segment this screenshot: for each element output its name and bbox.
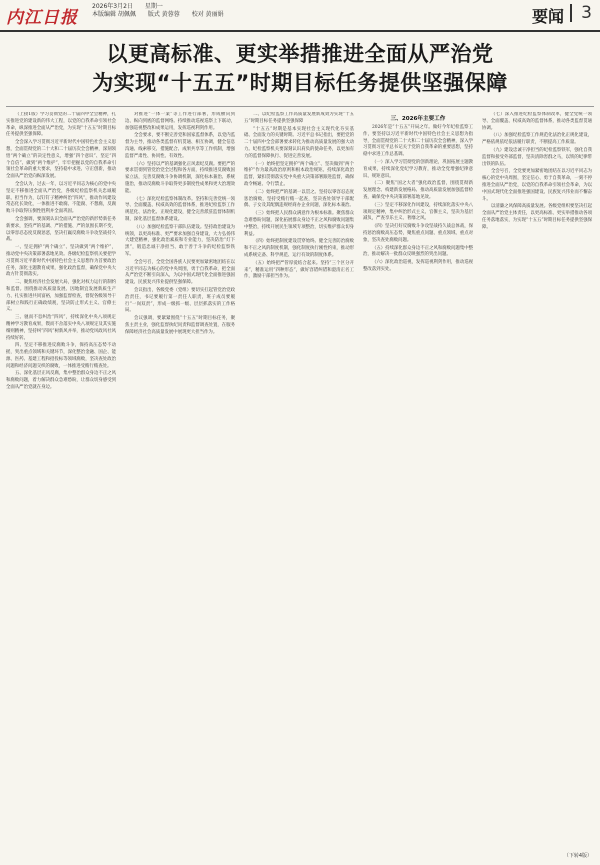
headline-line-1: 以更高标准、更实举措推进全面从严治党: [106, 42, 494, 66]
article-paragraph: 全会深入学习贯彻习近平新时代中国特色社会主义思想，全面贯彻党的二十大和二十届历次全会精神，深刻领悟“两个确立”的决定性意义，增强“四个意识”、坚定“四个自信”、做到“两个维护”，牢牢把握以党的自我革命引领社会革命的重大要求，坚持稳中求进、守正创新，推动全面从严治党向纵深发展。: [6, 140, 116, 180]
article-paragraph: （七）深化纪检监察体制改革。坚持和完善党统一领导、全面覆盖、权威高效的监督体系，推进纪检监察工作规范化、法治化、正规化建设，健全完善派驻监督体制机制，深化基层监督体系建设。: [125, 196, 235, 222]
article-paragraph: 三、驰而不息纠治“四风”，持续深化中央八项规定精神学习教育成果，锲而不舍落实中央八项规定及其实施细则精神，坚持纠“四风”树新风并举，推动党风政风社风持续好转。: [6, 315, 116, 341]
issue-weekday: 星期一: [144, 3, 163, 10]
section-name: 要闻: [531, 7, 564, 26]
article-paragraph: （六）深化政治巡视，发挥巡视利剑作用，推动巡视整改落到实处。: [363, 260, 473, 272]
article-column-3: [244, 112, 354, 858]
article-paragraph: （八）加强纪检监察干部队伍建设。坚持政治建设为统领，以更高标准、更严要求加强自身建设，大力弘扬伟大建党精神，强化政治素质和专业能力，坚决防治“灯下黑”，锻造忠诚干净担当、敢于善于斗争的纪检监察铁军。: [125, 224, 235, 257]
article-paragraph: 五、深化基层正风反腐，集中整治群众身边不正之风和腐败问题，着力解决群众急难愁盼，让群众切身感受到全面从严治党就在身边。: [6, 371, 116, 391]
article-column-1: [6, 112, 116, 858]
editor-credit: 本版编辑 胡佩佩: [92, 11, 136, 18]
article-paragraph: （七）深入推进纪检监察体制改革，健全党统一领导、全面覆盖、权威高效的监督体系，推动各类监督贯通协调。: [482, 112, 592, 131]
article-paragraph: “十五五”时期是基本实现社会主义现代化夯实基础、全面发力的关键时期。习近平总书记指出，要把党的二十届四中全会部署要求转化为推动高质量发展的强大动力。纪检监察机关要深刻认识肩负的使命任务，以更加有力的监督保障执行、促进完善发展。: [244, 126, 354, 159]
article-paragraph: 全会要求，要不断完善党和国家监督体系，以党内监督为主导，推动各类监督有机贯通、相互协调，健全信息沟通、线索移交、措施配合、成果共享等工作机制，增强监督严肃性、协同性、有效性。: [125, 133, 235, 159]
proofread-credit: 校对 黄丽娟: [191, 11, 224, 18]
article-paragraph: （一）始终把坚定拥护“两个确立”、坚决做到“两个维护”作为最高政治原则和根本政治规矩。持续深化政治监督，紧扣贯彻落实党中央重大决策部署跟进监督，确保政令畅通、令行禁止。: [244, 161, 354, 187]
headline: [0, 40, 600, 98]
article-paragraph: （三）始终把人民群众满意作为根本标准。聚焦群众急难愁盼问题，深化拓展群众身边不正之风和腐败问题集中整治，持续开展民生领域专项整治，切实维护群众切身利益。: [244, 211, 354, 237]
article-paragraph: 对推进“一体一案”等工作进行部署，形成横向到边、纵向到底的监督网络。持续推动巡视巡察上下联动，加强巡视整改和成果运用，发挥巡视利剑作用。: [125, 112, 235, 131]
article-paragraph: 全会强调，要深刻认识全面从严治党的新形势新任务新要求，坚持严的基调、严的措施、严的氛围长期不变，以零容忍态度反腐惩恶，坚决打赢反腐败斗争攻坚战持久战。: [6, 216, 116, 243]
article-paragraph: 一、坚定拥护“两个确立”、坚决做到“两个维护”，推动党中央决策部署落地见效。各级纪检监察机关要把学习贯彻习近平新时代中国特色社会主义思想作为首要政治任务，深化主题教育成果，强化政治监督，确保党中央大政方针贯彻落实。: [6, 245, 116, 278]
headline-rule: [6, 106, 594, 107]
article-paragraph: （二）始终把严的基调一以贯之。坚持以零容忍态度惩治腐败，坚持受贿行贿一起查，坚决查处领导干部配偶、子女及其配偶违规经商办企业问题，深化标本兼治。: [244, 189, 354, 209]
article-paragraph: 二、以纪检监察工作高质量发展新成效为实现“十五五”时期目标任务提供坚强保障: [244, 112, 354, 124]
article-column-5: [482, 112, 592, 858]
article-paragraph: （一）深入学习贯彻党的创新理论，巩固拓展主题教育成果，持续深化党纪学习教育，推动全党增强纪律意识、规矩意识。: [363, 159, 473, 179]
article-paragraph: （上接1版）学习贯彻党的二十届四中全会精神，扎实推进党的建设新的伟大工程，以党的自我革命引领社会革命，纵深推进全面从严治党，为实现“十五五”时期目标任务提供坚强保障。: [6, 112, 116, 138]
issue-date-row: [92, 3, 234, 11]
article-paragraph: 四、坚定不移推进反腐败斗争，保持高压态势不动摇，突出重点领域和关键环节，深化整治金融、国企、能源、医药、基建工程和招投标等领域腐败，坚决查处政治问题和经济问题交织的腐败，一体推进受贿行贿查处。: [6, 343, 116, 369]
article-paragraph: （四）坚决打好反腐败斗争攻坚战持久战总体战，保持惩治腐败高压态势，聚焦重点问题、重点领域、重点对象，坚决查处腐败问题。: [363, 224, 473, 243]
newspaper-logo: 内江日报: [6, 8, 78, 28]
section-subheading: 三、2026年主要工作: [390, 116, 446, 122]
article-paragraph: 全会认为，过去一年，以习近平同志为核心的党中央坚定不移推进全面从严治党，各级纪检监察机关忠诚履职、担当作为，以钉钉子精神纠治“四风”，推动作风建设常态化长效化，一体推进不敢腐、不能腐、不想腐，反腐败斗争取得压倒性胜利并全面巩固。: [6, 181, 116, 215]
issue-meta: [92, 3, 234, 19]
masthead: [0, 0, 600, 32]
article-paragraph: （四）始终把制度建设贯穿始终。健全完善防治腐败和不正之风的制度机制，强化制度执行刚性约束，推动形成系统完备、科学规范、运行有效的制度体系。: [244, 239, 354, 258]
article-paragraph: 二、聚焦经济社会发展大局，强化对权力运行的制约和监督。围绕推动高质量发展、因地制宜发展新质生产力、扎实推进共同富裕，加强监督检查，督促各级领导干部树立和践行正确政绩观，坚决防止形式主义、官僚主义。: [6, 280, 116, 313]
article-paragraph: （九）建设忠诚干净担当的纪检监察铁军，强化自我监督和接受外部监督，坚决清除害群之马，以铁的纪律带出铁的队伍。: [482, 147, 592, 167]
continue-note: （下转4版）: [563, 853, 592, 859]
article-body: [6, 112, 594, 858]
article-paragraph: 以清廉之风保障高质量发展。各级党组织要坚决扛起全面从严治党主体责任，以更高标准、更实举措推动各项任务落地落实，为实现“十五五”时期目标任务提供坚强保障。: [482, 204, 592, 230]
article-paragraph: （五）始终把严管厚爱结合起来。坚持“三个区分开来”，精准运用“四种形态”，做好容错纠错和澄清正名工作，激励干部担当作为。: [244, 260, 354, 280]
article-paragraph: 会议指出，各级党委（党组）要切实扛起管党治党政治责任，书记要履行第一责任人职责，班子成员要履行“一岗双责”，形成一级抓一级、层层抓落实的工作格局。: [125, 287, 235, 314]
article-paragraph: （三）坚定不移深化作风建设，持续深化落实中央八项规定精神，集中纠治形式主义、官僚主义，坚决为基层减负，严查享乐主义、奢靡之风。: [363, 202, 473, 222]
article-paragraph: （六）坚持以严的基调强化正风肃纪反腐。要把严的要求贯彻到管党治党全过程和各方面，持续推进反腐败国家立法，完善反腐败斗争协调机制，深化标本兼治、系统施治，推动反腐败斗争取得更多制度性成果和更大治理效能。: [125, 161, 235, 194]
layout-credit: 版式 黄蓉蓉: [147, 11, 180, 18]
article-column-4: [363, 112, 473, 858]
headline-line-2: 为实现“十五五”时期目标任务提供坚强保障: [92, 71, 508, 95]
section-divider: [570, 4, 572, 22]
issue-date: 2026年3月2日: [92, 3, 133, 10]
article-paragraph: （五）持续深化群众身边不正之风和腐败问题集中整治，推动解决一批群众反映强烈的突出问题。: [363, 245, 473, 258]
editor-row: [92, 11, 234, 19]
article-paragraph: 全会号召，全党全国各族人民要更加紧密地团结在以习近平同志为核心的党中央周围，勇于自我革命，把全面从严治党不断引向深入，为以中国式现代化全面推进强国建设、民族复兴伟业提供坚强保障。: [125, 259, 235, 286]
article-paragraph: （八）加强纪检监察工作规范化法治化正规化建设，严格依规依纪依法履行职责，不断提高工作质量。: [482, 133, 592, 146]
article-paragraph: 2026年是“十五五”开局之年。做好今年纪检监察工作，要坚持以习近平新时代中国特色社会主义思想为指导，全面贯彻党的二十大和二十届历次全会精神，深入学习贯彻习近平总书记关于党的自我革命的重要思想，坚持稳中求进工作总基调。: [363, 125, 473, 158]
article-column-2: [125, 112, 235, 858]
page-number: 3: [581, 3, 592, 23]
article-paragraph: 全会号召，全党要更加紧密地团结在以习近平同志为核心的党中央周围，坚定信心、勇于自我革命，一刻不停推进全面从严治党，以党的自我革命引领社会革命，为以中国式现代化全面推进强国建设、民族复兴伟业而不懈奋斗。: [482, 169, 592, 202]
article-paragraph: 会议强调，要紧紧围绕“十五五”时期目标任务，聚焦主责主业，强化监督执纪问责和监督调查处置，在服务保障经济社会高质量发展中展现更大担当作为。: [125, 316, 235, 335]
article-paragraph: （二）聚焦“国之大者”强化政治监督，围绕贯彻新发展理念、构建新发展格局、推动高质量发展加强监督检查，确保党中央决策部署落地见效。: [363, 181, 473, 200]
